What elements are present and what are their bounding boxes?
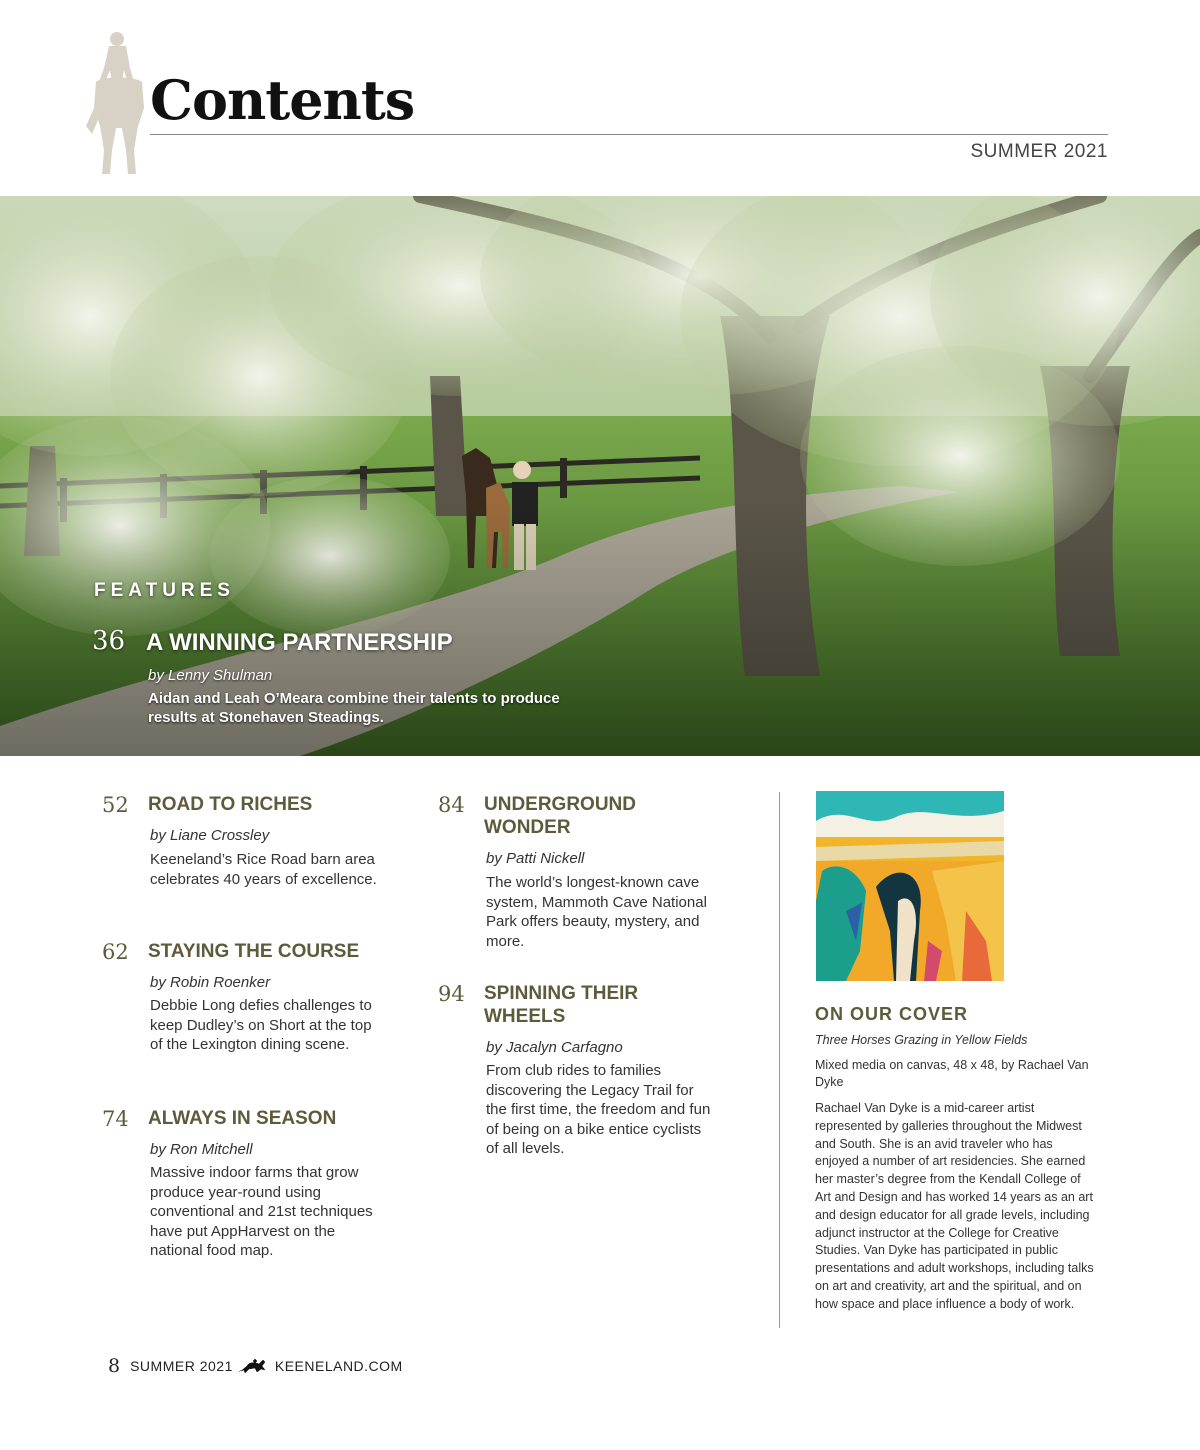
column-divider — [779, 792, 780, 1328]
story-entry-always-in-season[interactable] — [102, 1107, 402, 1287]
story-description: The world’s longest-known cave system, Mammoth Cave National Park offers beauty, mystery, and more. — [486, 874, 707, 950]
cover-artwork-image — [816, 791, 1004, 981]
header-rule — [150, 134, 1108, 135]
story-page-number: 74 — [102, 1107, 129, 1131]
folio-page-number: 8 — [108, 1355, 121, 1377]
cover-artwork-medium: Mixed media on canvas, 48 x 48, by Rachael Van Dyke — [815, 1058, 1089, 1089]
feature-page-number: 36 — [92, 626, 126, 656]
page-title: Contents — [150, 68, 415, 132]
footer-issue: SUMMER 2021 — [130, 1358, 233, 1374]
issue-label: SUMMER 2021 — [970, 141, 1108, 162]
story-author: by Ron Mitchell — [150, 1141, 253, 1158]
story-entry-underground-wonder[interactable] — [438, 793, 738, 953]
feature-title[interactable]: A WINNING PARTNERSHIP — [146, 629, 453, 656]
feature-description: Aidan and Leah O’Meara combine their talents to produce results at Stonehaven Steadings. — [148, 690, 560, 726]
story-description: Massive indoor farms that grow produce year-round using conventional and 21st techniques have put AppHarvest on the national food map. — [150, 1164, 373, 1259]
story-entry-spinning-their-wheels[interactable] — [438, 982, 738, 1162]
story-author: by Jacalyn Carfagno — [486, 1039, 623, 1056]
story-description: From club rides to families discovering the Legacy Trail for the first time, the freedom and fun of being on a bike entice cyclists of all levels. — [486, 1062, 711, 1157]
footer-website[interactable]: KEENELAND.COM — [274, 1358, 403, 1374]
cover-artist-bio: Rachael Van Dyke is a mid-career artist represented by galleries throughout the Midwest and South. She is an avid traveler who has enjoyed a number of art residencies. She earned her master’s degree from the Kendall College of Art and Design and has worked 14 years as an art and design educator for all grade levels, including adjunct instructor at the College for Creative Studies. Van Dyke has participated in public presentations and adult workshops, including talks on art and creativity, art and the spiritual, and on how space and place influence a body of work. — [815, 1101, 1094, 1311]
section-label-features: FEATURES — [94, 580, 235, 601]
cover-artwork-title: Three Horses Grazing in Yellow Fields — [815, 1033, 1028, 1047]
cover-section-heading: ON OUR COVER — [815, 1004, 969, 1024]
story-author: by Liane Crossley — [150, 827, 270, 844]
story-entry-staying-the-course[interactable] — [102, 940, 402, 1090]
story-description: Keeneland’s Rice Road barn area celebrates 40 years of excellence. — [150, 851, 377, 888]
story-title[interactable]: SPINNING THEIR WHEELS — [484, 983, 639, 1027]
story-author: by Robin Roenker — [150, 974, 271, 991]
feature-author: by Lenny Shulman — [148, 667, 273, 684]
story-title[interactable]: STAYING THE COURSE — [148, 941, 360, 962]
horse-and-jockey-icon — [239, 1358, 269, 1374]
story-page-number: 52 — [102, 793, 129, 817]
story-description: Debbie Long defies challenges to keep Dudley’s on Short at the top of the Lexington dining scene. — [150, 997, 372, 1053]
story-title[interactable]: ROAD TO RICHES — [148, 794, 313, 815]
horse-and-rider-silhouette-icon — [84, 30, 154, 176]
story-author: by Patti Nickell — [486, 850, 585, 867]
story-page-number: 84 — [438, 793, 465, 817]
story-entry-road-to-riches[interactable] — [102, 793, 402, 923]
page-footer — [108, 1355, 403, 1377]
story-title[interactable]: ALWAYS IN SEASON — [148, 1108, 337, 1129]
story-title[interactable]: UNDERGROUND WONDER — [484, 794, 636, 838]
story-page-number: 94 — [438, 982, 465, 1006]
story-page-number: 62 — [102, 940, 129, 964]
